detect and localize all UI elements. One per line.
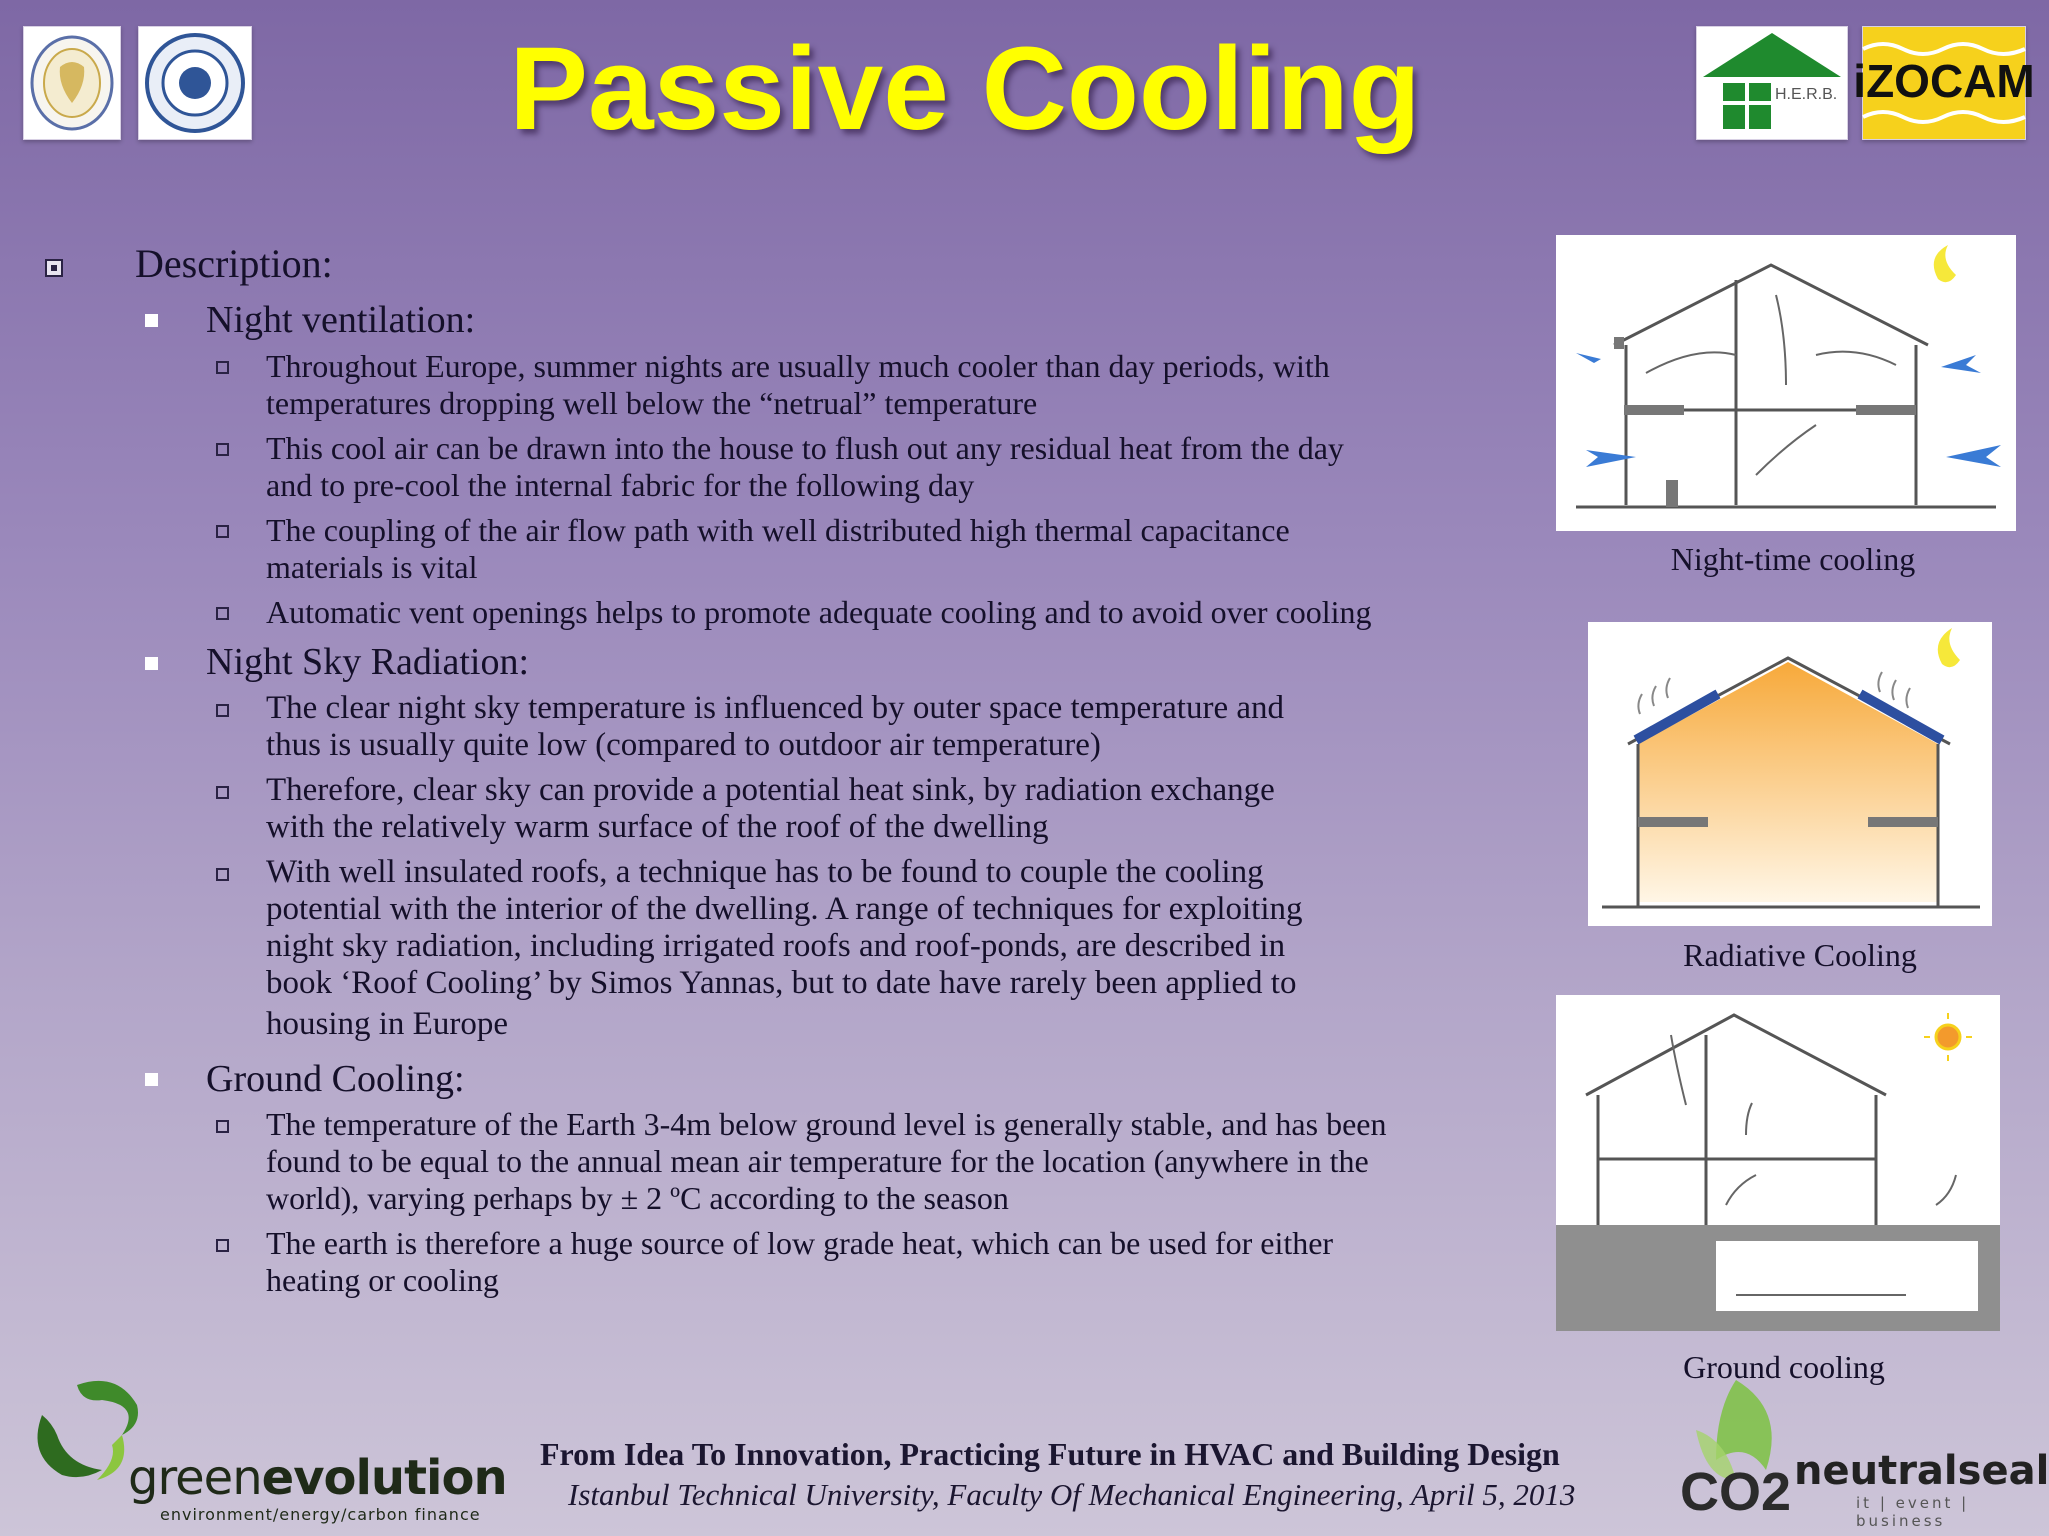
leaf-co2-icon [1676,1370,1806,1520]
neutralseal-logo [1676,1370,2049,1530]
gear-seal-icon [139,27,251,139]
night-sky-item-2: Therefore, clear sky can provide a potential heat sink, by radiation exchange with the relatively warm surface of the roof of the dwelling [266,772,1275,845]
night-time-cooling-figure [1556,235,2016,531]
night-ventilation-item-4: Automatic vent openings helps to promote adequate cooling and to avoid over cooling [266,594,1372,630]
description-heading: Description: [135,241,333,286]
level1-bullet-icon [145,657,158,670]
ground-cooling-item-2: The earth is therefore a huge source of low grade heat, which can be used for either heating or cooling [266,1225,1334,1298]
moon-icon [1938,628,1960,667]
herb-logo-text: H.E.R.B. [1775,86,1838,103]
moon-icon [1934,245,1956,282]
level1-bullet-icon [145,1073,158,1086]
house-section-radiative-icon [1588,622,1992,926]
slide-title: Passive Cooling [509,23,1421,155]
izocam-wave-icon [1853,27,2035,139]
seal-icon [24,27,120,139]
level2-bullet-icon [216,443,229,456]
izocam-logo [1853,26,2035,140]
house-icon [1697,27,1847,139]
level2-bullet-icon [216,786,229,799]
section-title-night-sky-radiation: Night Sky Radiation: [206,641,529,683]
level2-bullet-icon [216,607,229,620]
co2-text: CO2 [1680,1462,1792,1522]
night-ventilation-item-2: This cool air can be drawn into the house to flush out any residual heat from the day and to pre-cool the internal fabric for the following day [266,430,1344,503]
section-title-ground-cooling: Ground Cooling: [206,1058,465,1100]
section-title-night-ventilation: Night ventilation: [206,299,476,341]
sun-icon [1936,1025,1960,1049]
greenevolution-logo [22,1375,507,1525]
house-section-night-icon [1556,235,2016,531]
night-sky-item-1: The clear night sky temperature is influenced by outer space temperature and thus is usually quite low (compared to outdoor air temperature) [266,690,1284,763]
radiative-cooling-figure [1588,622,1992,926]
neutralseal-tagline: it | event | business [1856,1494,1970,1530]
radiative-cooling-caption: Radiative Cooling [1683,937,1917,973]
footer-title: From Idea To Innovation, Practicing Future in HVAC and Building Design [540,1436,1560,1472]
ground-cooling-item-1: The temperature of the Earth 3-4m below ground level is generally stable, and has been found to be equal to the annual mean air temperature for the location (anywhere in the world), varying perhaps by ± 2 ºC according to the season [266,1106,1387,1216]
night-ventilation-item-1: Throughout Europe, summer nights are usually much cooler than day periods, with temperatures dropping well below the “netrual” temperature [266,348,1330,421]
level2-bullet-icon [216,525,229,538]
neutralseal-wordmark: neutralseal [1794,1448,2049,1494]
level2-bullet-icon [216,361,229,374]
ground-cooling-caption: Ground cooling [1683,1349,1885,1385]
faculty-seal-logo [138,26,252,140]
izocam-logo-text: iZOCAM [1853,55,2035,107]
level2-bullet-icon [216,1239,229,1252]
greenevolution-word-green: green [128,1450,262,1506]
level1-bullet-icon [145,314,158,327]
greenevolution-word-evolution: evolution [261,1450,507,1506]
night-time-cooling-caption: Night-time cooling [1670,541,1916,577]
university-seal-logo [23,26,121,140]
level2-bullet-icon [216,704,229,717]
greenevolution-wordmark [128,1450,507,1506]
ground-cooling-figure [1556,995,2000,1331]
night-sky-item-3: With well insulated roofs, a technique has to be found to couple the cooling potential with the interior of the dwelling. A range of techniques for exploiting night sky radiation, including irrigated roofs and roof-ponds, are described in book ‘Roof Cooling’ by Simos Yannas, but to date have rarely been applied to housing in Europe [266,854,1303,1042]
night-ventilation-item-3: The coupling of the air flow path with well distributed high thermal capacitance materials is vital [266,512,1290,585]
level2-bullet-icon [216,1120,229,1133]
herb-logo [1696,26,1848,140]
greenevolution-tagline: environment/energy/carbon finance [160,1505,481,1524]
footer-subtitle: Istanbul Technical University, Faculty Of Mechanical Engineering, April 5, 2013 [568,1477,1576,1512]
level2-bullet-icon [216,868,229,881]
level0-bullet-icon [45,259,63,277]
house-section-ground-icon [1556,995,2000,1331]
